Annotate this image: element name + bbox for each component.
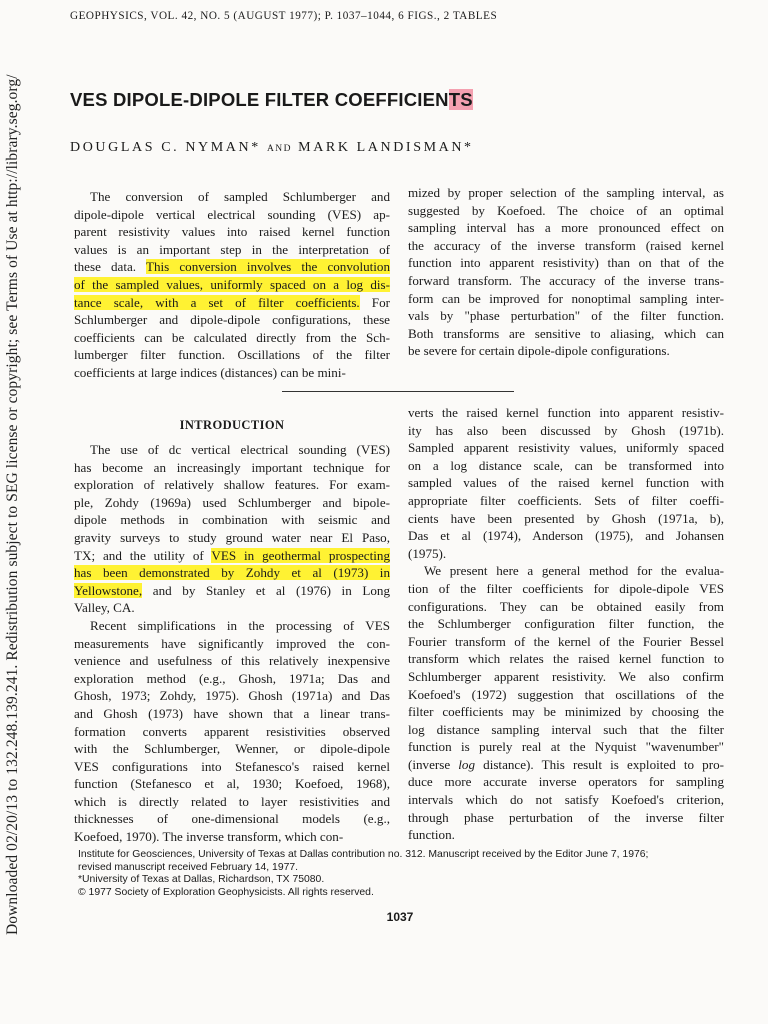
text-line: intervals which do not satisfy Koefoed's criterion, (408, 792, 724, 808)
text-line: through phase perturbation of the inverse filter (408, 809, 724, 825)
text-line: venience and usefulness of this relatively inexpensive (74, 653, 390, 669)
text-line: dipole-dipole vertical electrical sounding (VES) ap- (74, 206, 390, 222)
text-line: Valley, CA. (74, 600, 135, 616)
article-title-main: VES DIPOLE-DIPOLE FILTER COEFFICIEN (70, 89, 449, 110)
text-line: function. (408, 827, 455, 843)
text-line: exploration method (e.g., Ghosh, 1971a; Das and (74, 670, 390, 686)
text-line: measurements have significantly improved the con- (74, 635, 390, 651)
text-line: tion of the filter coefficients for dipole-dipole VES (408, 580, 724, 596)
text-line: Recent simplifications in the processing of VES (90, 617, 390, 633)
text-line: Ghosh, 1973; Zohdy, 1975). Ghosh (1971a) and Das (74, 688, 390, 704)
text-line: with the Schlumberger, Wenner, or dipole-dipole (74, 741, 390, 757)
running-head: GEOPHYSICS, VOL. 42, NO. 5 (AUGUST 1977); P. 1037–1044, 6 FIGS., 2 TABLES (70, 10, 498, 22)
text-line: (1975). (408, 545, 447, 561)
text-line: the Schlumberger configuration filter function, the (408, 616, 724, 632)
text-line: VES configurations into Stefanesco's raised kernel (74, 758, 390, 774)
text-line: Schlumberger and dipole-dipole configurations, these (74, 312, 390, 328)
text-line: be severe for certain dipole-dipole configurations. (408, 343, 670, 359)
text-line: function into apparent resistivity) than on that of the (408, 255, 724, 271)
italic-text: log (458, 756, 476, 772)
text-line: exploration of relatively shallow features. For exam- (74, 477, 390, 493)
text-span: For (371, 294, 390, 310)
author-conjunction: AND (266, 144, 293, 154)
text-line: ity has also been discussed by Ghosh (1971b). (408, 422, 724, 438)
highlighted-text: Yellowstone, (74, 582, 143, 598)
text-line: ple, Zohdy (1969a) used Schlumberger and bipole- (74, 494, 390, 510)
text-line: which is directly related to layer resistivities and (74, 793, 390, 809)
highlighted-text: has been demonstrated by Zohdy et al (1973) in (74, 565, 390, 581)
text-line: The conversion of sampled Schlumberger and (90, 189, 390, 204)
text-line: log distance sampling interval such that the filter (408, 721, 724, 737)
author-2: MARK LANDISMAN* (298, 140, 474, 155)
text-line (408, 756, 724, 774)
footnote-line: © 1977 Society of Exploration Geophysicists. All rights reserved. (78, 886, 374, 898)
text-line: Both transforms are sensitive to aliasing, which can (408, 325, 724, 341)
text-line: gravity surveys to study ground water near El Paso, (74, 529, 390, 545)
text-line: Das et al (1974), Anderson (1975), and Johansen (408, 528, 724, 544)
introduction-right-column (408, 404, 724, 844)
text-line: We present here a general method for the evalua- (424, 563, 724, 579)
text-line: verts the raised kernel function into apparent resistiv- (408, 405, 724, 420)
text-line: Sampled apparent resistivity values, uniformly spaced (408, 440, 724, 456)
text-line (74, 547, 390, 565)
text-line: forward transform. The accuracy of the inverse trans- (408, 272, 724, 288)
highlighted-text: tance scale, with a set of filter coefficients. (74, 294, 360, 310)
download-notice: Downloaded 02/20/13 to 132.248.139.241. Redistribution subject to SEG license or copyright; see Terms of Use at http://library.seg.org/ (4, 74, 21, 935)
text-line: sampling interval has a more pronounced effect on (408, 220, 724, 236)
highlighted-text: of the sampled values, uniformly spaced on a log dis- (74, 276, 390, 292)
text-line: values is an important step in the interpretation of (74, 241, 390, 257)
text-span: distance). This result is exploited to pro- (475, 756, 724, 772)
text-line: sampled values of the raised kernel function with (408, 475, 724, 491)
text-span: and by Stanley et al (1976) in Long (142, 582, 390, 598)
text-span: (inverse (408, 756, 459, 772)
text-line: The use of dc vertical electrical sounding (VES) (90, 442, 390, 457)
section-divider (282, 391, 514, 392)
author-line (70, 140, 710, 156)
highlighted-text: VES in geothermal prospecting (211, 547, 390, 563)
footnote (78, 849, 728, 899)
text-line: Schlumberger apparent resistivity. We also confirm (408, 668, 724, 684)
text-line: the accuracy of the inverse transform (raised kernel (408, 237, 724, 253)
text-span: TX; and the utility of (74, 547, 212, 563)
text-line: function is purely real at the Nyquist "wavenumber" (408, 739, 724, 755)
introduction-left-column (74, 441, 390, 846)
highlighted-text: This conversion involves the convolution (145, 259, 391, 275)
text-line: configurations. They can be obtained easily from (408, 598, 724, 614)
text-line: appropriate filter coefficients. Sets of filter coeffi- (408, 492, 724, 508)
section-heading: INTRODUCTION (179, 418, 285, 432)
text-span: these data. (74, 259, 137, 275)
text-line: Koefoed's (1972) suggestion that oscillations of the (408, 686, 724, 702)
text-line: formation converts apparent resistivities observed (74, 723, 390, 739)
text-line: Fourier transform of the kernel of the Fourier Bessel (408, 633, 724, 649)
text-line (74, 564, 390, 582)
text-line: parent resistivity values into raised kernel function (74, 224, 390, 240)
text-line: lumberger filter function. Oscillations of the filter (74, 347, 390, 363)
text-line (74, 582, 390, 600)
text-line (74, 258, 390, 276)
text-line: thicknesses of one-dimensional models (e.g., (74, 811, 390, 827)
article-title-highlighted-tail: TS (448, 89, 473, 110)
text-line: duce more accurate inverse operators for sampling (408, 774, 724, 790)
text-line: filter coefficients may be minimized by choosing the (408, 704, 724, 720)
text-line: Koefoed, 1970). The inverse transform, which con- (74, 829, 344, 845)
text-line: suggested by Koefoed. The choice of an optimal (408, 202, 724, 218)
footnote-line: Institute for Geosciences, University of Texas at Dallas contribution no. 312. Manuscript received by the Editor June 7, 1976; (78, 849, 649, 860)
text-line: mized by proper selection of the sampling interval, as (408, 185, 724, 200)
text-line: dipole methods in combination with seismic and (74, 512, 390, 528)
author-1: DOUGLAS C. NYMAN* (70, 140, 261, 155)
abstract-left-column (74, 188, 390, 382)
article-title (70, 89, 710, 111)
text-line: cients have been presented by Ghosh (1971a, b), (408, 510, 724, 526)
footnote-line: revised manuscript received February 14, 1977. (78, 861, 299, 873)
text-line: vals by "phase perturbation" of the filter function. (408, 308, 724, 324)
text-line: on a log distance scale, can be transformed into (408, 457, 724, 473)
text-line: form can be improved for nonoptimal sampling inter- (408, 290, 724, 306)
text-line: function (Stefanesco et al, 1930; Koefoed, 1968), (74, 776, 390, 792)
text-line: coefficients at large indices (distances) can be mini- (74, 364, 346, 380)
text-line: coefficients can be calculated directly from the Sch- (74, 329, 390, 345)
text-line (74, 276, 390, 294)
text-line: and Ghosh (1973) have shown that a linear trans- (74, 705, 390, 721)
abstract-right-column (408, 184, 724, 360)
page-number: 1037 (386, 910, 414, 924)
footnote-line: *University of Texas at Dallas, Richardson, TX 75080. (78, 874, 325, 885)
text-line: transform which relates the raised kernel function to (408, 651, 724, 667)
text-line: has become an increasingly important technique for (74, 459, 390, 475)
text-line (74, 294, 390, 312)
